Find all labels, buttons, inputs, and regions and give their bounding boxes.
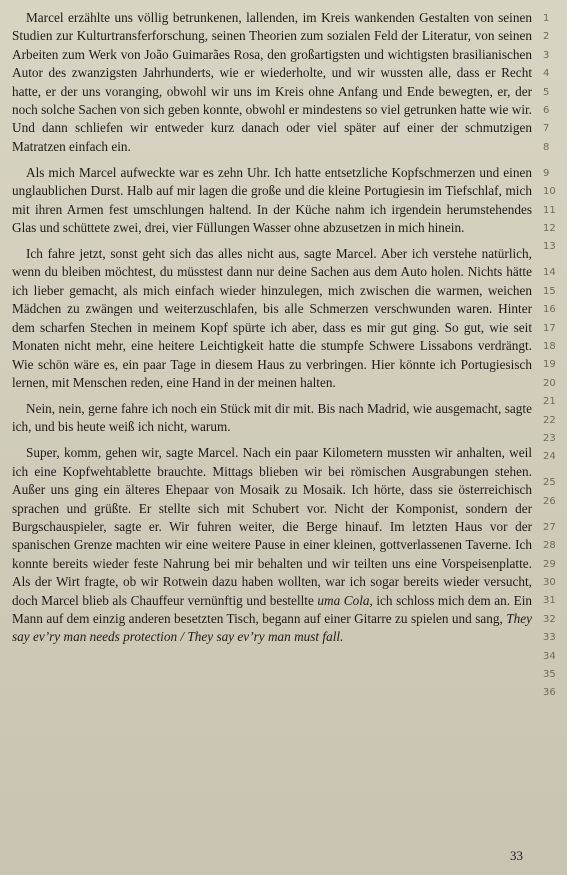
line-number: 25 [543, 477, 556, 489]
line-number: 34 [543, 650, 556, 662]
page-number: 33 [510, 848, 523, 863]
text-segment: , ich schloss mich dem an. Ein Mann auf dem einzig anderen besetzten Tisch, begann auf einer Gitarre zu spielen und sang, [12, 592, 532, 626]
line-number: 3 [543, 49, 550, 61]
paragraph [12, 245, 532, 392]
text-segment: Als mich Marcel aufweckte war es zehn Uhr. Ich hatte entsetzliche Kopfschmerzen und einen unglaublichen Durst. Halb auf mir lagen die große und die kleine Portugiesin im Tiefschlaf, mich mit ihren Armen fest umschlungen haltend. In der Küche nahm ich irgendein herumstehendes Glas und schüttete zwei, drei, vier Füllungen Wasser ohne abzusetzen in mich hinein. [12, 164, 532, 236]
paragraph [12, 9, 532, 156]
line-number: 20 [543, 377, 556, 389]
line-number: 35 [543, 669, 556, 680]
line-number: 31 [543, 595, 556, 607]
line-number: 9 [543, 167, 550, 179]
line-number: 29 [543, 558, 556, 570]
line-number: 13 [543, 241, 556, 253]
text-segment: Ich fahre jetzt, sonst geht sich das alles nicht aus, sagte Marcel. Aber ich verstehe natürlich, wenn du bleiben möchtest, du müsstest dann nur deine Sachen aus dem Auto holen. Nichts hätte ich lieber gemacht, als mich einfach wieder hinzulegen, mich zwischen die warmen, weichen Mädchen zu zwängen und weiterzuschlafen, bis alle Schmerzen verschwunden waren. Hinter dem scharfen Stechen in meinem Kopf spürte ich aber, dass es mir gut ging. So gut, wie seit Monaten nicht mehr, eine heitere Leichtigkeit hatte die stumpfe Schwere Lissabons verdrängt. Wie schön wäre es, ein paar Tage in diesem Haus zu verbringen. Hier könnte ich Portugiesisch lernen, mit Menschen reden, eine Hand in der meinen halten. [12, 246, 532, 390]
paragraph [12, 444, 532, 646]
line-number: 5 [543, 86, 550, 98]
line-number: 22 [543, 414, 556, 426]
body-text [12, 9, 532, 654]
paragraph [12, 164, 532, 238]
line-number: 1 [543, 13, 550, 24]
line-number: 8 [543, 141, 550, 153]
line-number: 4 [543, 68, 550, 80]
italic-text: They say ev’ry man needs protection / They say ev’ry man must fall. [12, 610, 532, 645]
line-number: 28 [543, 540, 556, 552]
text-segment: Marcel erzählte uns völlig betrunkenen, lallenden, im Kreis wankenden Gestalten von seinen Studien zur Kulturtransferforschung, seinen Theorien zum sozialen Feld der Literatur, von seinen Arbeiten zum Werk von João Guimarães Rosa, den großartigsten und wichtigsten brasilianischen Autor des zwanzigsten Jahrhunderts, wie er wiederholte, und wir wussten alle, dass er Recht hatte, er der uns voranging, obwohl wir uns im Kreis ohne Anfang und Ende bewegten, er, der noch solche Sachen von sich geben konnte, obwohl er mindestens so viel getrunken hatte wie wir. Und dann schliefen wir entweder kurz danach oder viel später auf einer der schmutzigen Matratzen einfach ein. [12, 10, 532, 154]
line-number: 19 [543, 359, 556, 371]
line-number: 26 [543, 495, 556, 507]
line-number: 30 [543, 577, 556, 588]
line-number: 33 [543, 632, 556, 644]
line-number: 7 [543, 123, 550, 135]
text-segment: Nein, nein, gerne fahre ich noch ein Stück mit dir mit. Bis nach Madrid, wie ausgemacht, sagte ich, und bis heute weiß ich nicht, warum. [12, 400, 532, 435]
line-number: 10 [543, 186, 556, 198]
line-number: 21 [543, 396, 556, 408]
line-number: 6 [543, 105, 550, 116]
line-number: 24 [543, 451, 556, 463]
line-number: 16 [543, 304, 556, 316]
text-segment: Super, komm, gehen wir, sagte Marcel. Nach ein paar Kilometern mussten wir anhalten, weil ich eine Kopfwehtablette brauchte. Mittags blieben wir bei römischen Ausgrabungen stehen. Außer uns ging ein älteres Ehepaar von Mosaik zu Mosaik. Ich hörte, dass sie österreichisch sprachen und grüßte. Er stellte sich mit Schubert vor. Nicht der Komponist, sondern der Burgschauspieler, sagte er. Wir fuhren weiter, die Berge hinauf. Im letzten Haus vor der spanischen Grenze machten wir eine weitere Pause in einer kleinen, gottverlassenen Taverne. Ich konnte bereits wieder feste Nahrung bei mir behalten und wir teilten uns eine Vorspeisenplatte. Als der Wirt fragte, ob wir Rotwein dazu haben wollten, war ich sogar bereits wieder versucht, doch Marcel blieb als Chauffeur vernünftig und bestellte [12, 445, 532, 608]
line-number: 15 [543, 285, 556, 297]
line-number: 17 [543, 322, 556, 334]
line-number: 36 [543, 687, 556, 699]
line-number: 2 [543, 31, 550, 43]
line-number: 27 [543, 521, 556, 533]
line-number: 11 [543, 204, 556, 216]
line-number: 32 [543, 613, 556, 625]
line-number: 18 [543, 341, 556, 352]
line-number: 23 [543, 433, 556, 444]
italic-text: uma Cola [317, 592, 370, 608]
line-number: 12 [543, 223, 556, 234]
line-number: 14 [543, 267, 556, 279]
paragraph [12, 400, 532, 437]
